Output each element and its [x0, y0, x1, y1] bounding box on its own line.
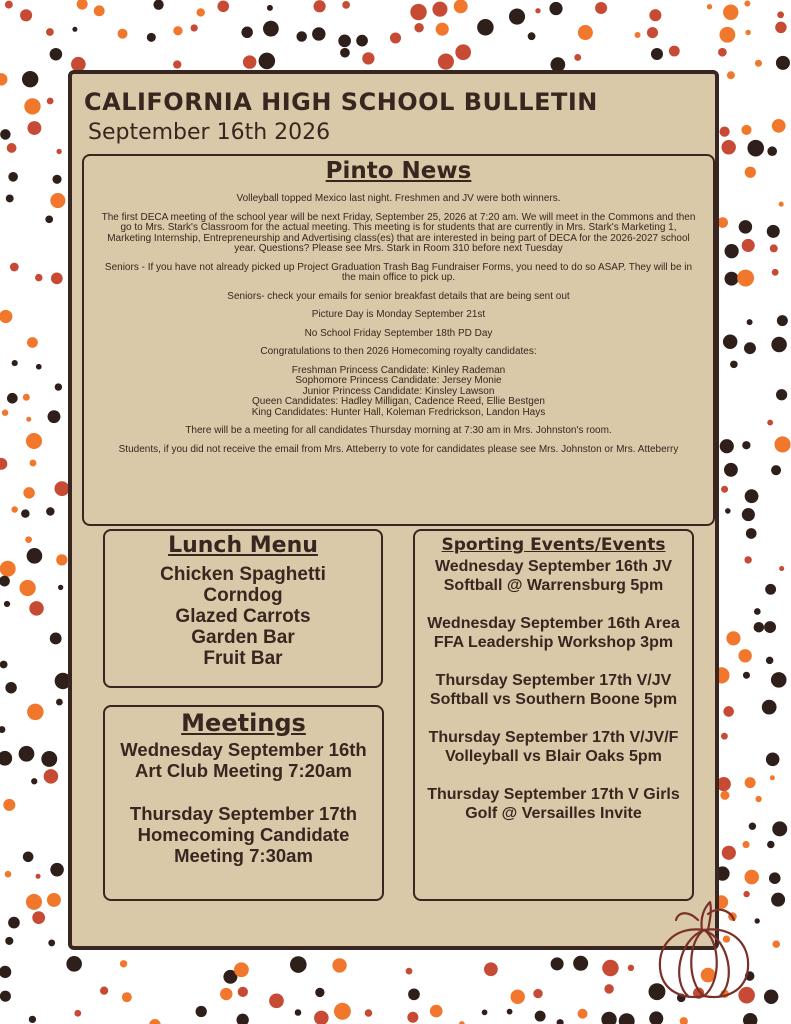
- polka-dot: [48, 410, 61, 423]
- polka-dot: [772, 269, 779, 276]
- lunch-item: Corndog: [203, 585, 283, 606]
- polka-dot: [50, 633, 62, 645]
- polka-dot: [719, 127, 729, 137]
- polka-dot: [72, 27, 77, 32]
- pinto-news-panel: [82, 154, 715, 526]
- polka-dot: [438, 54, 454, 70]
- candidate-line: King Candidates: Hunter Hall, Koleman Fredrickson, Landon Hays: [251, 406, 546, 418]
- polka-dot: [0, 751, 12, 766]
- sporting-events-panel: [413, 529, 694, 901]
- event-item: Thursday September 17th V/JV Softball vs Southern Boone 5pm: [429, 672, 678, 708]
- polka-dot: [669, 46, 680, 57]
- polka-dot: [217, 0, 229, 12]
- polka-dot: [749, 822, 756, 829]
- polka-dot: [269, 993, 284, 1008]
- polka-dot: [26, 894, 42, 910]
- polka-dot: [771, 337, 786, 352]
- lunch-menu-panel: [103, 529, 383, 688]
- polka-dot: [243, 55, 256, 68]
- polka-dot: [779, 202, 784, 207]
- polka-dot: [191, 24, 198, 31]
- lunch-item: Fruit Bar: [203, 648, 283, 669]
- meeting-item: Wednesday September 16th Art Club Meeting 7:20am: [120, 739, 367, 781]
- polka-dot: [455, 44, 471, 60]
- polka-dot: [771, 672, 787, 688]
- pinto-news-heading: Pinto News: [325, 158, 472, 184]
- polka-dot: [66, 956, 82, 972]
- polka-dot: [234, 962, 249, 977]
- polka-dot: [509, 8, 525, 24]
- polka-dot: [754, 622, 765, 633]
- polka-dot: [47, 893, 61, 907]
- polka-dot: [745, 489, 759, 503]
- polka-dot: [755, 60, 762, 67]
- polka-dot: [0, 561, 16, 577]
- news-paragraph: Seniors - If you have not already picked up Project Graduation Trash Bag Fundraiser Forms, you need to do so ASAP. They will be in the main office to pick up.: [104, 261, 693, 283]
- lunch-item: Glazed Carrots: [175, 606, 311, 627]
- polka-dot: [707, 4, 712, 9]
- candidate-line: Queen Candidates: Hadley Milligan, Cadence Reed, Ellie Bestgen: [252, 396, 545, 407]
- polka-dot: [27, 548, 43, 564]
- polka-dot: [739, 220, 752, 233]
- meetings-panel: [103, 705, 384, 901]
- polka-dot: [340, 48, 350, 58]
- polka-dot: [29, 601, 43, 615]
- polka-dot: [6, 195, 14, 203]
- polka-dot: [430, 1005, 443, 1018]
- polka-dot: [0, 966, 11, 978]
- polka-dot: [197, 8, 205, 16]
- polka-dot: [120, 960, 127, 967]
- polka-dot: [507, 1009, 513, 1015]
- polka-dot: [241, 27, 252, 38]
- polka-dot: [32, 911, 45, 924]
- polka-dot: [482, 1010, 488, 1016]
- polka-dot: [635, 32, 641, 38]
- polka-dot: [50, 863, 64, 877]
- polka-dot: [35, 274, 43, 282]
- polka-dot: [0, 310, 12, 323]
- polka-dot: [7, 393, 18, 404]
- polka-dot: [0, 661, 8, 669]
- polka-dot: [742, 239, 755, 252]
- polka-dot: [771, 893, 785, 907]
- polka-dot: [769, 872, 781, 884]
- polka-dot: [100, 987, 108, 995]
- lunch-item: Chicken Spaghetti: [160, 564, 326, 585]
- polka-dot: [19, 746, 35, 762]
- candidate-line: Freshman Princess Candidate: Kinley Rademan: [291, 364, 506, 376]
- event-item: Wednesday September 16th Area FFA Leadership Workshop 3pm: [427, 615, 680, 651]
- polka-dot: [46, 28, 54, 36]
- polka-dot: [766, 657, 773, 664]
- polka-dot: [744, 342, 756, 354]
- polka-dot: [745, 167, 756, 178]
- polka-dot: [744, 556, 751, 563]
- polka-dot: [721, 486, 728, 493]
- polka-dot: [263, 21, 279, 37]
- polka-dot: [20, 9, 32, 21]
- polka-dot: [48, 940, 55, 947]
- polka-dot: [23, 851, 34, 862]
- polka-dot: [628, 965, 634, 971]
- polka-dot: [3, 799, 15, 811]
- polka-dot: [334, 1003, 351, 1020]
- polka-dot: [46, 507, 54, 515]
- polka-dot: [647, 27, 658, 38]
- polka-dot: [745, 30, 750, 35]
- polka-dot: [595, 2, 607, 14]
- polka-dot: [721, 140, 735, 154]
- polka-dot: [723, 5, 738, 20]
- polka-dot: [0, 991, 11, 1002]
- polka-dot: [220, 988, 232, 1000]
- polka-dot: [573, 956, 588, 971]
- polka-dot: [535, 1011, 546, 1022]
- polka-dot: [5, 871, 12, 878]
- polka-dot: [41, 751, 57, 767]
- polka-dot: [56, 554, 67, 565]
- polka-dot: [436, 23, 449, 36]
- polka-dot: [746, 528, 757, 539]
- polka-dot: [5, 682, 16, 693]
- polka-dot: [312, 27, 325, 40]
- polka-dot: [745, 777, 756, 788]
- polka-dot: [680, 1017, 688, 1024]
- polka-dot: [122, 992, 132, 1002]
- polka-dot: [744, 1, 750, 7]
- polka-dot: [47, 98, 54, 105]
- polka-dot: [173, 60, 181, 68]
- polka-dot: [408, 988, 420, 1000]
- polka-dot: [766, 753, 780, 767]
- polka-dot: [27, 337, 38, 348]
- polka-dot: [410, 4, 426, 20]
- polka-dot: [772, 821, 787, 836]
- polka-dot: [557, 1019, 564, 1024]
- polka-dot: [295, 1009, 302, 1016]
- polka-dot: [10, 263, 19, 272]
- polka-dot: [29, 1016, 36, 1023]
- polka-dot: [27, 121, 41, 135]
- polka-dot: [771, 465, 781, 475]
- polka-dot: [432, 2, 447, 17]
- polka-dot: [342, 1, 350, 9]
- polka-dot: [365, 1009, 373, 1017]
- polka-dot: [767, 420, 773, 426]
- event-item: Wednesday September 16th JV Softball @ Warrensburg 5pm: [434, 558, 673, 594]
- polka-dot: [26, 417, 31, 422]
- news-paragraph: There will be a meeting for all candidates Thursday morning at 7:30 am in Mrs. Johnston's room.: [185, 425, 612, 436]
- polka-dot: [774, 436, 790, 452]
- polka-dot: [5, 937, 13, 945]
- polka-dot: [356, 35, 368, 47]
- polka-dot: [578, 25, 593, 40]
- polka-dot: [315, 988, 324, 997]
- polka-dot: [721, 733, 728, 740]
- polka-dot: [744, 870, 759, 885]
- polka-dot: [36, 874, 41, 879]
- polka-dot: [50, 48, 63, 61]
- polka-dot: [94, 5, 105, 16]
- polka-dot: [19, 580, 35, 596]
- news-paragraph: Volleyball topped Mexico last night. Freshmen and JV were both winners.: [236, 193, 561, 204]
- polka-dot: [56, 149, 61, 154]
- polka-dot: [11, 506, 17, 512]
- polka-dot: [314, 1011, 329, 1024]
- polka-dot: [55, 383, 62, 390]
- polka-dot: [601, 1012, 616, 1024]
- polka-dot: [0, 458, 7, 470]
- polka-dot: [313, 0, 325, 12]
- polka-dot: [56, 699, 63, 706]
- polka-dot: [718, 48, 727, 57]
- polka-dot: [147, 33, 156, 42]
- polka-dot: [0, 726, 5, 733]
- polka-dot: [578, 1009, 588, 1019]
- bulletin-board: [68, 70, 719, 950]
- polka-dot: [21, 509, 30, 518]
- polka-dot: [36, 364, 42, 370]
- polka-dot: [407, 1012, 418, 1023]
- polka-dot: [742, 441, 750, 449]
- news-paragraph: The first DECA meeting of the school year will be next Friday, September 25, 2026 at 7:20 am. We will meet in the Commons and then go to Mrs. Stark's Classroom for the actual meeting. This meeting is for students that are currently in Mrs. Stark's Marketing 1, Marketing Internship, Entrepreneurship and Advertising class(es) that are interested in being part of DECA for the 2026-2027 school year. Questions? Please see Mrs. Stark in Room 310 before next Tuesday: [101, 211, 696, 254]
- polka-dot: [406, 968, 413, 975]
- polka-dot: [723, 334, 737, 348]
- polka-dot: [0, 73, 7, 85]
- polka-dot: [649, 1011, 663, 1024]
- polka-dot: [2, 410, 8, 416]
- polka-dot: [772, 940, 780, 948]
- polka-dot: [727, 71, 735, 79]
- polka-dot: [726, 631, 740, 645]
- polka-dot: [602, 960, 618, 976]
- polka-dot: [52, 175, 61, 184]
- polka-dot: [236, 1014, 248, 1024]
- polka-dot: [743, 672, 750, 679]
- polka-dot: [77, 0, 88, 10]
- polka-dot: [23, 487, 34, 498]
- polka-dot: [196, 1006, 207, 1017]
- polka-dot: [58, 585, 63, 590]
- polka-dot: [296, 31, 307, 42]
- polka-dot: [777, 11, 784, 18]
- polka-dot: [762, 700, 777, 715]
- polka-dot: [454, 0, 468, 13]
- polka-dot: [153, 0, 163, 10]
- polka-dot: [775, 22, 786, 33]
- polka-dot: [390, 32, 401, 43]
- polka-dot: [12, 360, 18, 366]
- polka-dot: [50, 193, 65, 208]
- news-paragraph: Students, if you did not receive the email from Mrs. Atteberry to vote for candidates please see Mrs. Johnston or Mrs. Atteberry: [118, 443, 679, 455]
- polka-dot: [27, 704, 43, 720]
- event-item: Thursday September 17th V/JV/F Volleyball vs Blair Oaks 5pm: [428, 729, 679, 765]
- polka-dot: [510, 990, 524, 1004]
- polka-dot: [4, 601, 10, 607]
- polka-dot: [31, 778, 37, 784]
- polka-dot: [742, 841, 749, 848]
- polka-dot: [0, 576, 10, 587]
- meetings-heading: Meetings: [181, 709, 306, 737]
- polka-dot: [767, 841, 774, 848]
- polka-dot: [22, 71, 38, 87]
- polka-dot: [604, 984, 614, 994]
- polka-dot: [772, 119, 786, 133]
- polka-dot: [338, 35, 351, 48]
- news-paragraph: No School Friday September 18th PD Day: [304, 327, 493, 339]
- polka-dot: [770, 244, 778, 252]
- polka-dot: [477, 19, 494, 36]
- polka-dot: [767, 146, 777, 156]
- polka-dot: [747, 319, 753, 325]
- polka-dot: [45, 215, 53, 223]
- polka-dot: [743, 1013, 758, 1024]
- polka-dot: [7, 143, 17, 153]
- polka-dot: [267, 5, 273, 11]
- polka-dot: [23, 394, 30, 401]
- polka-dot: [720, 791, 729, 800]
- polka-dot: [765, 584, 776, 595]
- polka-dot: [724, 244, 738, 258]
- polka-dot: [25, 536, 32, 543]
- polka-dot: [26, 433, 42, 449]
- polka-dot: [8, 917, 20, 929]
- polka-dot: [290, 956, 307, 973]
- polka-dot: [5, 1, 13, 9]
- event-item: Thursday September 17th V Girls Golf @ Versailles Invite: [427, 786, 680, 822]
- polka-dot: [535, 8, 540, 13]
- lunch-menu-heading: Lunch Menu: [168, 533, 318, 558]
- polka-dot: [723, 706, 734, 717]
- polka-dot: [725, 272, 739, 286]
- polka-dot: [149, 1019, 161, 1024]
- polka-dot: [741, 125, 751, 135]
- polka-dot: [238, 987, 248, 997]
- polka-dot: [8, 172, 18, 182]
- news-paragraph: Congratulations to then 2026 Homecoming royalty candidates:: [260, 346, 537, 357]
- polka-dot: [74, 1010, 81, 1017]
- news-paragraph: Seniors- check your emails for senior breakfast details that are being sent out: [227, 290, 570, 302]
- polka-dot: [754, 608, 761, 615]
- news-paragraph: Picture Day is Monday September 21st: [311, 309, 486, 320]
- polka-dot: [742, 508, 755, 521]
- polka-dot: [533, 989, 542, 998]
- candidate-line: Junior Princess Candidate: Kinsley Lawson: [302, 385, 495, 397]
- pumpkin-icon: [648, 896, 760, 1008]
- polka-dot: [24, 98, 40, 114]
- lunch-item: Garden Bar: [191, 627, 295, 648]
- polka-dot: [725, 508, 731, 514]
- polka-dot: [51, 273, 63, 285]
- polka-dot: [776, 389, 787, 400]
- bulletin-date: September 16th 2026: [88, 120, 331, 145]
- bulletin-title: CALIFORNIA HIGH SCHOOL BULLETIN: [84, 88, 598, 116]
- meeting-item: Thursday September 17th Homecoming Candidate Meeting 7:30am: [129, 803, 358, 866]
- polka-dot: [528, 32, 536, 40]
- polka-dot: [414, 23, 423, 32]
- polka-dot: [30, 460, 37, 467]
- candidate-line: Sophomore Princess Candidate: Jersey Monie: [295, 375, 502, 386]
- polka-dot: [173, 26, 182, 35]
- polka-dot: [720, 439, 734, 453]
- polka-dot: [118, 29, 128, 39]
- polka-dot: [747, 140, 764, 157]
- polka-dot: [484, 962, 498, 976]
- polka-dot: [737, 270, 754, 287]
- polka-dot: [777, 315, 788, 326]
- polka-dot: [574, 54, 581, 61]
- sporting-events-heading: Sporting Events/Events: [441, 535, 666, 555]
- polka-dot: [776, 56, 790, 70]
- polka-dot: [755, 796, 761, 802]
- polka-dot: [770, 775, 775, 780]
- polka-dot: [730, 361, 738, 369]
- polka-dot: [649, 9, 661, 21]
- polka-dot: [551, 957, 564, 970]
- polka-dot: [779, 566, 784, 571]
- polka-dot: [44, 769, 59, 784]
- polka-dot: [362, 52, 374, 64]
- polka-dot: [738, 649, 751, 662]
- polka-dot: [767, 225, 780, 238]
- polka-dot: [764, 990, 778, 1004]
- polka-dot: [0, 129, 11, 140]
- polka-dot: [764, 621, 776, 633]
- polka-dot: [722, 846, 736, 860]
- polka-dot: [332, 958, 346, 972]
- polka-dot: [619, 1013, 635, 1024]
- polka-dot: [719, 27, 735, 43]
- polka-dot: [724, 463, 738, 477]
- polka-dot: [651, 48, 663, 60]
- polka-dot: [259, 53, 276, 70]
- candidate-list: [98, 366, 699, 419]
- polka-dot: [549, 2, 562, 15]
